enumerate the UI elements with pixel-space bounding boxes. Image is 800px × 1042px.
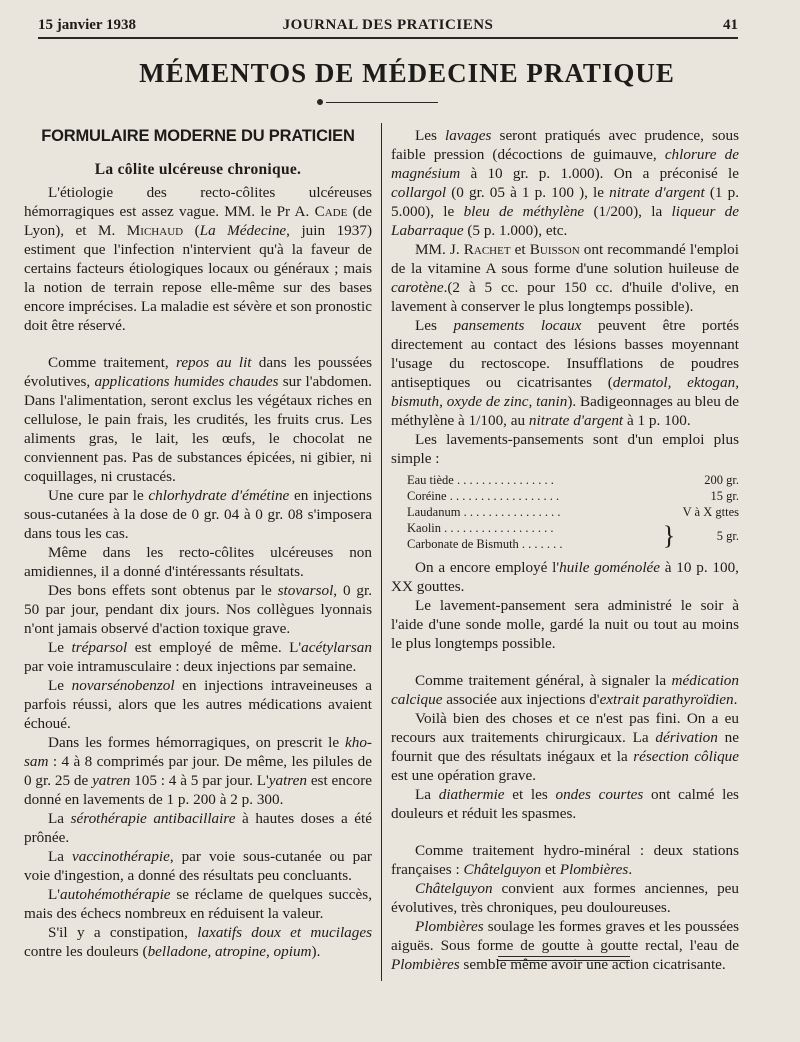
paragraph: Le tréparsol est employé de même. L'acétylarsan par voie intramusculaire : deux injections par semaine. — [24, 639, 372, 675]
left-column — [24, 126, 372, 961]
prescription-group: Kaolin . . . . . . . . . . . . . . . . . . Carbonate de Bismuth . . . . . . . } 5 gr. — [407, 521, 739, 551]
paragraph: La sérothérapie antibacillaire à hautes doses a été prônée. — [24, 810, 372, 846]
paragraph: L'étiologie des recto-côlites ulcéreuses hémorragiques est assez vague. MM. le Pr A. Cade (de Lyon), et M. Michaud (La Médecine, juin 1937) estiment que l'infection n'intervient qu'à la faveur de certains facteurs étiologiques locaux ou généraux ; mais la notion de terrain repose elle-même sur des bases encore imprécises. La maladie est sévère et son pronostic doit être réservé. — [24, 184, 372, 334]
section-title: FORMULAIRE MODERNE DU PRATICIEN — [41, 127, 355, 145]
brace-icon: } — [662, 521, 676, 550]
paragraph: La vaccinothérapie, par voie sous-cutanée ou par voie d'ingestion, a donné des résultats peu concluants. — [24, 848, 372, 884]
paragraph: Des bons effets sont obtenus par le stovarsol, 0 gr. 50 par jour, pendant dix jours. Nos collègues lyonnais n'ont jamais observé d'action toxique grave. — [24, 582, 372, 637]
paragraph: S'il y a constipation, laxatifs doux et mucilages contre les douleurs (belladone, atropine, opium). — [24, 924, 372, 960]
paragraph: Voilà bien des choses et ce n'est pas fini. On a eu recours aux traitements chirurgicaux. La dérivation ne fournit que des résultats inégaux et la résection côlique est une opération grave. — [391, 710, 739, 784]
prescription — [407, 472, 739, 552]
article-subtitle: La côlite ulcéreuse chronique. — [94, 161, 302, 178]
paragraph: Les lavements-pansements sont d'un emploi plus simple : — [391, 431, 739, 467]
prescription-line: Eau tiède . . . . . . . . . . . . . . . . 200 gr. — [407, 473, 739, 487]
paragraph: Une cure par le chlorhydrate d'émétine en injections sous-cutanées à la dose de 0 gr. 04 à 0 gr. 08 s'imposera dans tous les cas. — [24, 487, 373, 542]
paragraph: Les lavages seront pratiqués avec prudence, sous faible pression (décoctions de guimauve, chlorure de magnésium à 10 gr. p. 1.000). On a préconisé le collargol (0 gr. 05 à 1 p. 100 ), le nitrate d'argent (1 p. 5.000), le bleu de méthylène (1/200), la liqueur de Labarraque (5 p. 1.000), etc. — [391, 127, 740, 239]
paragraph: Dans les formes hémorragiques, on prescrit le kho-sam : 4 à 8 comprimés par jour. De même, les pilules de 0 gr. 25 de yatren 105 : 4 à 5 par jour. L'yatren est encore donné en lavements de 1 p. 200 à 2 p. 300. — [24, 734, 372, 808]
title-ornament — [317, 99, 323, 105]
page-header — [38, 14, 738, 36]
title-rule — [326, 102, 438, 103]
page-number: 41 — [723, 17, 738, 33]
header-rule — [38, 37, 738, 39]
column-divider — [381, 123, 382, 981]
paragraph: La diathermie et les ondes courtes ont calmé les douleurs et réduit les spasmes. — [391, 786, 739, 822]
header-journal-title: JOURNAL DES PRATICIENS — [282, 17, 494, 33]
right-column — [391, 126, 739, 974]
paragraph: Plombières soulage les formes graves et les poussées aiguës. Sous forme de goutte à goutte rectal, l'eau de Plombières semble même avoir une action cicatrisante. — [391, 918, 739, 973]
paragraph: Même dans les recto-côlites ulcéreuses non amidiennes, il a donné d'intéressants résultats. — [24, 544, 372, 580]
main-title: MÉMENTOS DE MÉDECINE PRATIQUE — [139, 58, 675, 88]
paragraph: Châtelguyon convient aux formes anciennes, peu évolutives, très chroniques, peu douloureuses. — [391, 880, 739, 916]
paragraph: On a encore employé l'huile goménolée à 10 p. 100, XX gouttes. — [391, 559, 739, 595]
paragraph: Comme traitement général, à signaler la médication calcique associée aux injections d'extrait parathyroïdien. — [391, 672, 739, 708]
end-rule — [498, 956, 630, 957]
header-date: 15 janvier 1938 — [38, 17, 137, 33]
prescription-line: Coréine . . . . . . . . . . . . . . . . . . 15 gr. — [407, 489, 739, 503]
prescription-line: Laudanum . . . . . . . . . . . . . . . . V à X gttes — [407, 505, 739, 519]
paragraph: Comme traitement hydro-minéral : deux stations françaises : Châtelguyon et Plombières. — [391, 842, 739, 878]
end-rule — [498, 960, 630, 961]
paragraph: MM. J. Rachet et Buisson ont recommandé l'emploi de la vitamine A sous forme d'une solution huileuse de carotène.(2 à 5 cc. pour 150 cc. d'huile d'olive, en lavement à conserver le plus longtemps possible). — [391, 241, 739, 315]
paragraph: Le lavement-pansement sera administré le soir à l'aide d'une sonde molle, gardé la nuit ou tout au moins le plus longtemps possible. — [391, 597, 739, 652]
paragraph: Le novarsénobenzol en injections intraveineuses a parfois réussi, alors que les autres médications avaient échoué. — [24, 677, 372, 732]
paragraph: Comme traitement, repos au lit dans les poussées évolutives, applications humides chaudes sur l'abdomen. Dans l'alimentation, seront exclus les végétaux riches en cellulose, le pain frais, les crudités, les fruits crus. Les aliments gras, le lait, les œufs, le chocolat ne conviennent pas. Pas de substances épicées, ni gibier, ni coquillages, ni crustacés. — [24, 354, 372, 485]
paragraph: L'autohémothérapie se réclame de quelques succès, mais des échecs nombreux en réduisent la valeur. — [24, 886, 372, 922]
paragraph: Les pansements locaux peuvent être portés directement au contact des lésions basses moyennant l'usage du rectoscope. Insufflations de poudres antiseptiques ou cicatrisantes (dermatol, ektogan, bismuth, oxyde de zinc, tanin). Badigeonnages au bleu de méthylène à 1/100, au nitrate d'argent à 1 p. 100. — [391, 317, 739, 429]
